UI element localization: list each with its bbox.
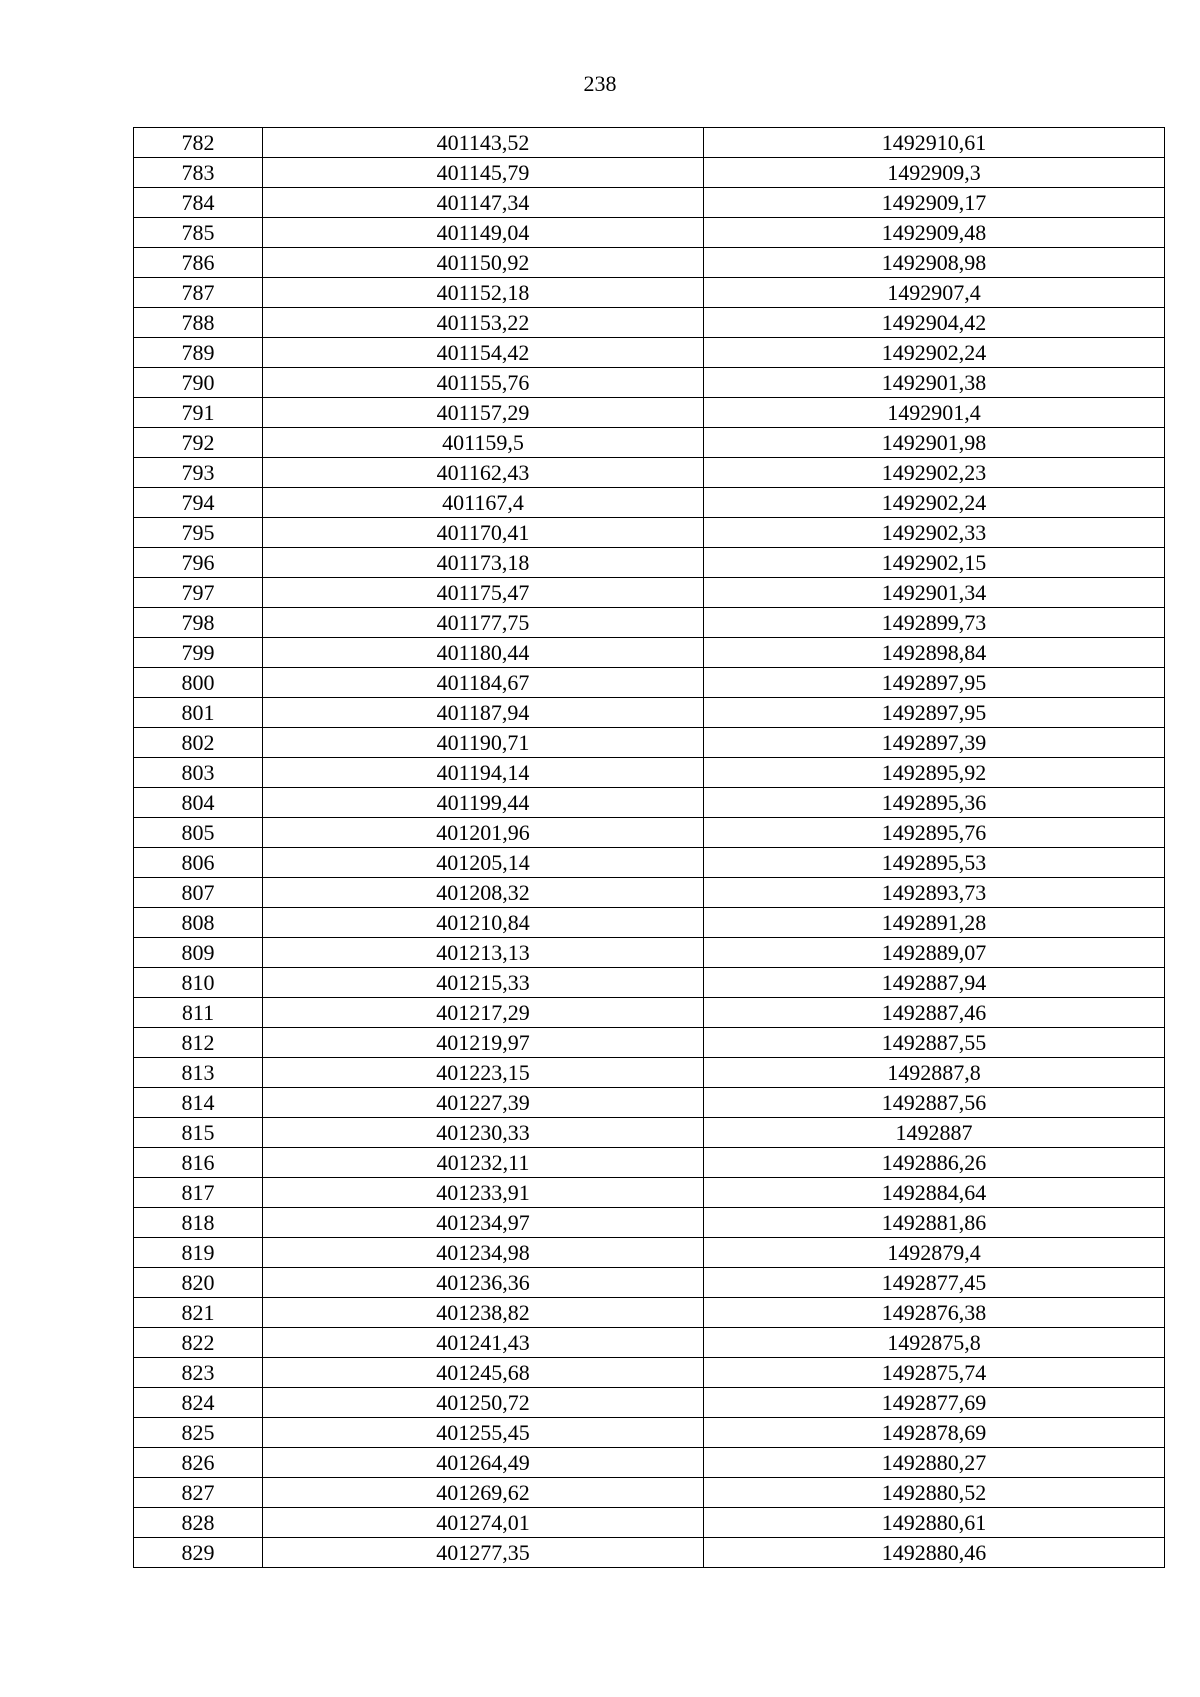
- point-number-cell: 816: [134, 1148, 263, 1178]
- y-coordinate-cell: 1492880,27: [704, 1448, 1165, 1478]
- y-coordinate-cell: 1492877,45: [704, 1268, 1165, 1298]
- point-number-cell: 784: [134, 188, 263, 218]
- table-row: [134, 1448, 1165, 1478]
- point-number-cell: 789: [134, 338, 263, 368]
- coordinates-table: [133, 127, 1165, 1568]
- y-coordinate-cell: 1492887,56: [704, 1088, 1165, 1118]
- point-number-cell: 788: [134, 308, 263, 338]
- point-number-cell: 791: [134, 398, 263, 428]
- y-coordinate-cell: 1492897,95: [704, 668, 1165, 698]
- y-coordinate-cell: 1492898,84: [704, 638, 1165, 668]
- point-number-cell: 800: [134, 668, 263, 698]
- x-coordinate-cell: 401153,22: [263, 308, 704, 338]
- y-coordinate-cell: 1492901,98: [704, 428, 1165, 458]
- x-coordinate-cell: 401234,97: [263, 1208, 704, 1238]
- y-coordinate-cell: 1492902,23: [704, 458, 1165, 488]
- x-coordinate-cell: 401152,18: [263, 278, 704, 308]
- point-number-cell: 818: [134, 1208, 263, 1238]
- table-row: [134, 278, 1165, 308]
- table-row: [134, 488, 1165, 518]
- point-number-cell: 814: [134, 1088, 263, 1118]
- point-number-cell: 824: [134, 1388, 263, 1418]
- y-coordinate-cell: 1492902,24: [704, 338, 1165, 368]
- x-coordinate-cell: 401190,71: [263, 728, 704, 758]
- table-row: [134, 608, 1165, 638]
- x-coordinate-cell: 401208,32: [263, 878, 704, 908]
- point-number-cell: 810: [134, 968, 263, 998]
- x-coordinate-cell: 401147,34: [263, 188, 704, 218]
- point-number-cell: 808: [134, 908, 263, 938]
- point-number-cell: 803: [134, 758, 263, 788]
- x-coordinate-cell: 401232,11: [263, 1148, 704, 1178]
- point-number-cell: 793: [134, 458, 263, 488]
- table-row: [134, 1088, 1165, 1118]
- point-number-cell: 826: [134, 1448, 263, 1478]
- point-number-cell: 823: [134, 1358, 263, 1388]
- point-number-cell: 794: [134, 488, 263, 518]
- point-number-cell: 801: [134, 698, 263, 728]
- table-row: [134, 1328, 1165, 1358]
- y-coordinate-cell: 1492901,38: [704, 368, 1165, 398]
- point-number-cell: 813: [134, 1058, 263, 1088]
- y-coordinate-cell: 1492895,53: [704, 848, 1165, 878]
- point-number-cell: 811: [134, 998, 263, 1028]
- table-row: [134, 128, 1165, 158]
- point-number-cell: 792: [134, 428, 263, 458]
- y-coordinate-cell: 1492887,55: [704, 1028, 1165, 1058]
- y-coordinate-cell: 1492884,64: [704, 1178, 1165, 1208]
- point-number-cell: 783: [134, 158, 263, 188]
- y-coordinate-cell: 1492887: [704, 1118, 1165, 1148]
- y-coordinate-cell: 1492880,46: [704, 1538, 1165, 1568]
- y-coordinate-cell: 1492895,76: [704, 818, 1165, 848]
- x-coordinate-cell: 401173,18: [263, 548, 704, 578]
- x-coordinate-cell: 401219,97: [263, 1028, 704, 1058]
- table-row: [134, 548, 1165, 578]
- x-coordinate-cell: 401170,41: [263, 518, 704, 548]
- table-row: [134, 458, 1165, 488]
- x-coordinate-cell: 401180,44: [263, 638, 704, 668]
- x-coordinate-cell: 401245,68: [263, 1358, 704, 1388]
- table-row: [134, 308, 1165, 338]
- table-row: [134, 1178, 1165, 1208]
- point-number-cell: 812: [134, 1028, 263, 1058]
- table-row: [134, 1238, 1165, 1268]
- y-coordinate-cell: 1492895,92: [704, 758, 1165, 788]
- x-coordinate-cell: 401167,4: [263, 488, 704, 518]
- table-row: [134, 668, 1165, 698]
- page-number: 238: [583, 71, 617, 96]
- point-number-cell: 805: [134, 818, 263, 848]
- table-row: [134, 1478, 1165, 1508]
- y-coordinate-cell: 1492901,4: [704, 398, 1165, 428]
- point-number-cell: 815: [134, 1118, 263, 1148]
- x-coordinate-cell: 401143,52: [263, 128, 704, 158]
- coordinates-table-body: [134, 128, 1165, 1568]
- y-coordinate-cell: 1492909,3: [704, 158, 1165, 188]
- y-coordinate-cell: 1492880,52: [704, 1478, 1165, 1508]
- point-number-cell: 821: [134, 1298, 263, 1328]
- y-coordinate-cell: 1492902,24: [704, 488, 1165, 518]
- x-coordinate-cell: 401233,91: [263, 1178, 704, 1208]
- x-coordinate-cell: 401255,45: [263, 1418, 704, 1448]
- x-coordinate-cell: 401199,44: [263, 788, 704, 818]
- table-row: [134, 758, 1165, 788]
- point-number-cell: 806: [134, 848, 263, 878]
- x-coordinate-cell: 401187,94: [263, 698, 704, 728]
- x-coordinate-cell: 401155,76: [263, 368, 704, 398]
- table-row: [134, 428, 1165, 458]
- x-coordinate-cell: 401154,42: [263, 338, 704, 368]
- table-row: [134, 908, 1165, 938]
- y-coordinate-cell: 1492909,17: [704, 188, 1165, 218]
- point-number-cell: 799: [134, 638, 263, 668]
- x-coordinate-cell: 401227,39: [263, 1088, 704, 1118]
- table-row: [134, 788, 1165, 818]
- x-coordinate-cell: 401177,75: [263, 608, 704, 638]
- point-number-cell: 802: [134, 728, 263, 758]
- point-number-cell: 809: [134, 938, 263, 968]
- table-row: [134, 1208, 1165, 1238]
- table-row: [134, 368, 1165, 398]
- x-coordinate-cell: 401159,5: [263, 428, 704, 458]
- x-coordinate-cell: 401236,36: [263, 1268, 704, 1298]
- table-row: [134, 968, 1165, 998]
- table-row: [134, 728, 1165, 758]
- y-coordinate-cell: 1492902,33: [704, 518, 1165, 548]
- y-coordinate-cell: 1492886,26: [704, 1148, 1165, 1178]
- table-row: [134, 1058, 1165, 1088]
- table-row: [134, 1508, 1165, 1538]
- y-coordinate-cell: 1492887,46: [704, 998, 1165, 1028]
- y-coordinate-cell: 1492875,8: [704, 1328, 1165, 1358]
- x-coordinate-cell: 401149,04: [263, 218, 704, 248]
- y-coordinate-cell: 1492875,74: [704, 1358, 1165, 1388]
- point-number-cell: 817: [134, 1178, 263, 1208]
- y-coordinate-cell: 1492895,36: [704, 788, 1165, 818]
- y-coordinate-cell: 1492879,4: [704, 1238, 1165, 1268]
- x-coordinate-cell: 401157,29: [263, 398, 704, 428]
- table-row: [134, 1118, 1165, 1148]
- x-coordinate-cell: 401175,47: [263, 578, 704, 608]
- point-number-cell: 795: [134, 518, 263, 548]
- x-coordinate-cell: 401230,33: [263, 1118, 704, 1148]
- table-row: [134, 188, 1165, 218]
- x-coordinate-cell: 401241,43: [263, 1328, 704, 1358]
- point-number-cell: 797: [134, 578, 263, 608]
- table-row: [134, 1538, 1165, 1568]
- y-coordinate-cell: 1492901,34: [704, 578, 1165, 608]
- y-coordinate-cell: 1492893,73: [704, 878, 1165, 908]
- point-number-cell: 829: [134, 1538, 263, 1568]
- table-row: [134, 1028, 1165, 1058]
- x-coordinate-cell: 401184,67: [263, 668, 704, 698]
- y-coordinate-cell: 1492908,98: [704, 248, 1165, 278]
- y-coordinate-cell: 1492887,94: [704, 968, 1165, 998]
- table-row: [134, 1358, 1165, 1388]
- table-row: [134, 1418, 1165, 1448]
- table-row: [134, 1298, 1165, 1328]
- point-number-cell: 787: [134, 278, 263, 308]
- x-coordinate-cell: 401205,14: [263, 848, 704, 878]
- table-row: [134, 878, 1165, 908]
- y-coordinate-cell: 1492899,73: [704, 608, 1165, 638]
- point-number-cell: 825: [134, 1418, 263, 1448]
- x-coordinate-cell: 401274,01: [263, 1508, 704, 1538]
- x-coordinate-cell: 401213,13: [263, 938, 704, 968]
- y-coordinate-cell: 1492902,15: [704, 548, 1165, 578]
- table-row: [134, 578, 1165, 608]
- y-coordinate-cell: 1492904,42: [704, 308, 1165, 338]
- point-number-cell: 820: [134, 1268, 263, 1298]
- point-number-cell: 796: [134, 548, 263, 578]
- point-number-cell: 822: [134, 1328, 263, 1358]
- x-coordinate-cell: 401145,79: [263, 158, 704, 188]
- table-row: [134, 218, 1165, 248]
- x-coordinate-cell: 401217,29: [263, 998, 704, 1028]
- x-coordinate-cell: 401150,92: [263, 248, 704, 278]
- point-number-cell: 807: [134, 878, 263, 908]
- y-coordinate-cell: 1492909,48: [704, 218, 1165, 248]
- y-coordinate-cell: 1492880,61: [704, 1508, 1165, 1538]
- x-coordinate-cell: 401201,96: [263, 818, 704, 848]
- x-coordinate-cell: 401223,15: [263, 1058, 704, 1088]
- y-coordinate-cell: 1492878,69: [704, 1418, 1165, 1448]
- y-coordinate-cell: 1492891,28: [704, 908, 1165, 938]
- x-coordinate-cell: 401194,14: [263, 758, 704, 788]
- x-coordinate-cell: 401264,49: [263, 1448, 704, 1478]
- x-coordinate-cell: 401277,35: [263, 1538, 704, 1568]
- table-row: [134, 1388, 1165, 1418]
- y-coordinate-cell: 1492877,69: [704, 1388, 1165, 1418]
- point-number-cell: 785: [134, 218, 263, 248]
- x-coordinate-cell: 401238,82: [263, 1298, 704, 1328]
- y-coordinate-cell: 1492907,4: [704, 278, 1165, 308]
- table-row: [134, 248, 1165, 278]
- y-coordinate-cell: 1492897,39: [704, 728, 1165, 758]
- point-number-cell: 827: [134, 1478, 263, 1508]
- y-coordinate-cell: 1492881,86: [704, 1208, 1165, 1238]
- y-coordinate-cell: 1492889,07: [704, 938, 1165, 968]
- x-coordinate-cell: 401234,98: [263, 1238, 704, 1268]
- point-number-cell: 786: [134, 248, 263, 278]
- y-coordinate-cell: 1492876,38: [704, 1298, 1165, 1328]
- x-coordinate-cell: 401250,72: [263, 1388, 704, 1418]
- x-coordinate-cell: 401269,62: [263, 1478, 704, 1508]
- y-coordinate-cell: 1492897,95: [704, 698, 1165, 728]
- point-number-cell: 798: [134, 608, 263, 638]
- x-coordinate-cell: 401215,33: [263, 968, 704, 998]
- y-coordinate-cell: 1492887,8: [704, 1058, 1165, 1088]
- x-coordinate-cell: 401162,43: [263, 458, 704, 488]
- point-number-cell: 804: [134, 788, 263, 818]
- table-row: [134, 638, 1165, 668]
- table-row: [134, 398, 1165, 428]
- point-number-cell: 790: [134, 368, 263, 398]
- table-row: [134, 158, 1165, 188]
- point-number-cell: 819: [134, 1238, 263, 1268]
- table-row: [134, 818, 1165, 848]
- table-row: [134, 998, 1165, 1028]
- point-number-cell: 828: [134, 1508, 263, 1538]
- table-row: [134, 1148, 1165, 1178]
- x-coordinate-cell: 401210,84: [263, 908, 704, 938]
- table-row: [134, 518, 1165, 548]
- point-number-cell: 782: [134, 128, 263, 158]
- table-row: [134, 938, 1165, 968]
- table-row: [134, 338, 1165, 368]
- table-row: [134, 698, 1165, 728]
- table-row: [134, 848, 1165, 878]
- y-coordinate-cell: 1492910,61: [704, 128, 1165, 158]
- table-row: [134, 1268, 1165, 1298]
